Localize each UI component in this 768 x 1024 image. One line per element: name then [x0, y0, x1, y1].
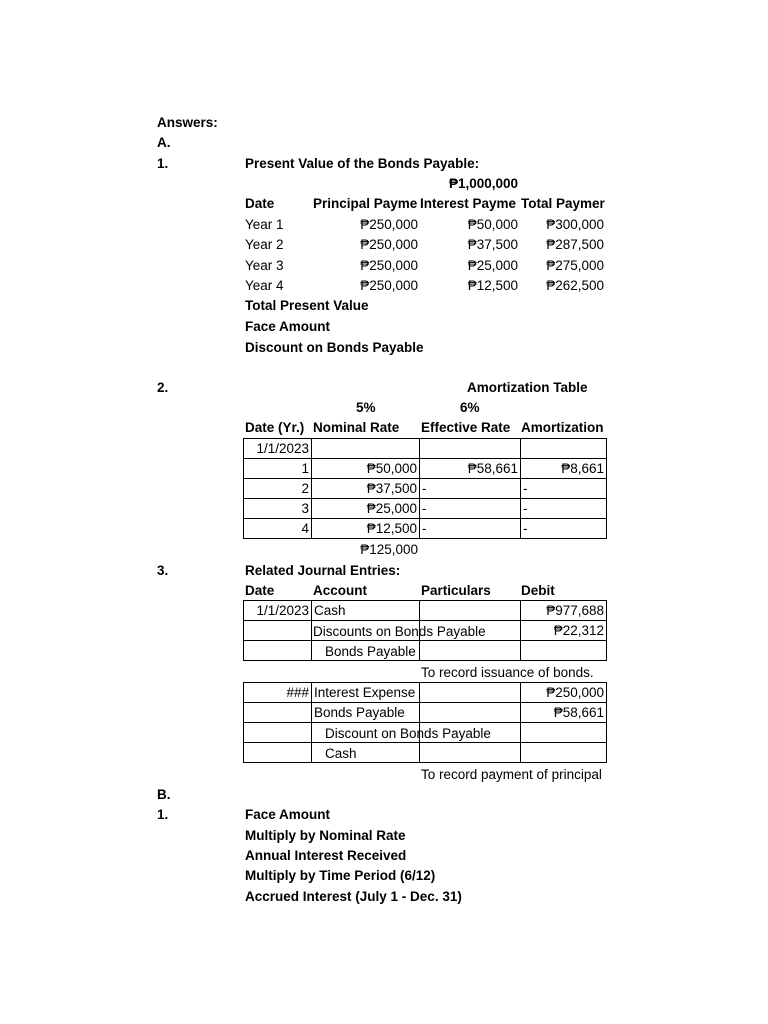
section-a-label: A. [157, 135, 171, 150]
journal-header-date: Date [245, 583, 275, 598]
pv-title: Present Value of the Bonds Payable: [245, 156, 480, 171]
journal-header-particulars: Particulars [421, 583, 491, 598]
effective-rate-pct: 6% [460, 400, 480, 415]
b1-line: Face Amount [245, 807, 331, 822]
pv-row-interest: ₱50,000 [467, 217, 518, 232]
amort-cell-amortization: - [521, 499, 607, 519]
amort-cell-nominal: ₱37,500 [312, 479, 420, 499]
pv-header-total: Total Paymer [521, 196, 605, 211]
journal-cell-account: Interest Expense [312, 683, 420, 703]
pv-row-interest: ₱12,500 [467, 278, 518, 293]
pv-row-total: ₱287,500 [546, 237, 604, 252]
amort-cell-amortization: ₱8,661 [521, 459, 607, 479]
pv-header-date: Date [245, 196, 275, 211]
face-value: ₱1,000,000 [448, 176, 518, 191]
table-row [244, 641, 607, 661]
journal-account-overflow: Discounts on Bonds Payable [313, 624, 486, 639]
total-present-value-label: Total Present Value [245, 298, 369, 313]
amort-cell-date: 1/1/2023 [244, 439, 312, 459]
b1-line: Accrued Interest (July 1 - Dec. 31) [245, 889, 462, 904]
journal-cell-date: ### [244, 683, 312, 703]
total-nominal: ₱125,000 [360, 542, 418, 557]
amort-header-amortization: Amortization [521, 420, 604, 435]
amort-cell-effective: - [420, 479, 521, 499]
pv-row-date: Year 2 [245, 237, 284, 252]
amort-cell-nominal: ₱50,000 [312, 459, 420, 479]
pv-row-date: Year 1 [245, 217, 284, 232]
journal-header-debit: Debit [521, 583, 555, 598]
journal-cell-debit: ₱58,661 [521, 703, 607, 723]
table-row [244, 439, 607, 459]
journal-cell-account: Cash [312, 601, 420, 621]
pv-row-interest: ₱25,000 [467, 258, 518, 273]
journal-account-credit: Bonds Payable [325, 644, 416, 659]
amort-cell-year: 1 [244, 459, 312, 479]
amort-cell-effective: - [420, 519, 521, 539]
table-row [244, 703, 607, 723]
b1-line: Multiply by Nominal Rate [245, 828, 406, 843]
discount-label: Discount on Bonds Payable [245, 340, 424, 355]
amort-header-nominal: Nominal Rate [313, 420, 400, 435]
journal-cell-debit: ₱22,312 [521, 621, 607, 641]
amort-header-effective: Effective Rate [421, 420, 511, 435]
b1-line: Multiply by Time Period (6/12) [245, 868, 436, 883]
table-row [244, 601, 607, 621]
amort-cell-effective: - [420, 499, 521, 519]
table-row [244, 479, 607, 499]
journal-cell-debit: ₱250,000 [521, 683, 607, 703]
question-a2-number: 2. [157, 380, 169, 395]
question-b1-number: 1. [157, 807, 169, 822]
b1-line: Annual Interest Received [245, 848, 407, 863]
question-a1-number: 1. [157, 156, 169, 171]
journal-cell-debit: ₱977,688 [521, 601, 607, 621]
journal-account-credit: Discount on Bonds Payable [325, 726, 491, 741]
amort-header-date: Date (Yr.) [245, 420, 305, 435]
pv-row-total: ₱262,500 [546, 278, 604, 293]
pv-row-interest: ₱37,500 [467, 237, 518, 252]
pv-row-principal: ₱250,000 [360, 217, 418, 232]
amort-cell-year: 2 [244, 479, 312, 499]
amort-cell-nominal: ₱12,500 [312, 519, 420, 539]
amort-cell-year: 4 [244, 519, 312, 539]
amort-cell-effective: ₱58,661 [420, 459, 521, 479]
amortization-table [243, 438, 607, 539]
amortization-title: Amortization Table [467, 380, 588, 395]
table-row [244, 499, 607, 519]
pv-header-principal: Principal Payme [313, 196, 418, 211]
pv-row-total: ₱300,000 [546, 217, 604, 232]
pv-row-principal: ₱250,000 [360, 258, 418, 273]
journal-title: Related Journal Entries: [245, 563, 401, 578]
journal-cell-account: Bonds Payable [312, 703, 420, 723]
pv-row-principal: ₱250,000 [360, 237, 418, 252]
amort-cell-year: 3 [244, 499, 312, 519]
journal-note-payment: To record payment of principal [421, 767, 602, 782]
amort-cell-amortization: - [521, 479, 607, 499]
question-a3-number: 3. [157, 563, 169, 578]
journal-note-issuance: To record issuance of bonds. [421, 665, 594, 680]
journal-cell-date: 1/1/2023 [244, 601, 312, 621]
pv-row-total: ₱275,000 [546, 258, 604, 273]
journal-account-credit: Cash [325, 746, 357, 761]
journal-header-account: Account [313, 583, 367, 598]
table-row [244, 519, 607, 539]
face-amount-label: Face Amount [245, 319, 331, 334]
pv-header-interest: Interest Payme [420, 196, 517, 211]
nominal-rate-pct: 5% [356, 400, 376, 415]
journal-entry-payment [243, 682, 607, 763]
section-b-label: B. [157, 787, 171, 802]
amort-cell-amortization: - [521, 519, 607, 539]
table-row [244, 743, 607, 763]
pv-row-date: Year 3 [245, 258, 284, 273]
pv-row-principal: ₱250,000 [360, 278, 418, 293]
pv-row-date: Year 4 [245, 278, 284, 293]
table-row [244, 683, 607, 703]
amort-cell-nominal: ₱25,000 [312, 499, 420, 519]
table-row [244, 459, 607, 479]
answers-label: Answers: [157, 115, 218, 130]
